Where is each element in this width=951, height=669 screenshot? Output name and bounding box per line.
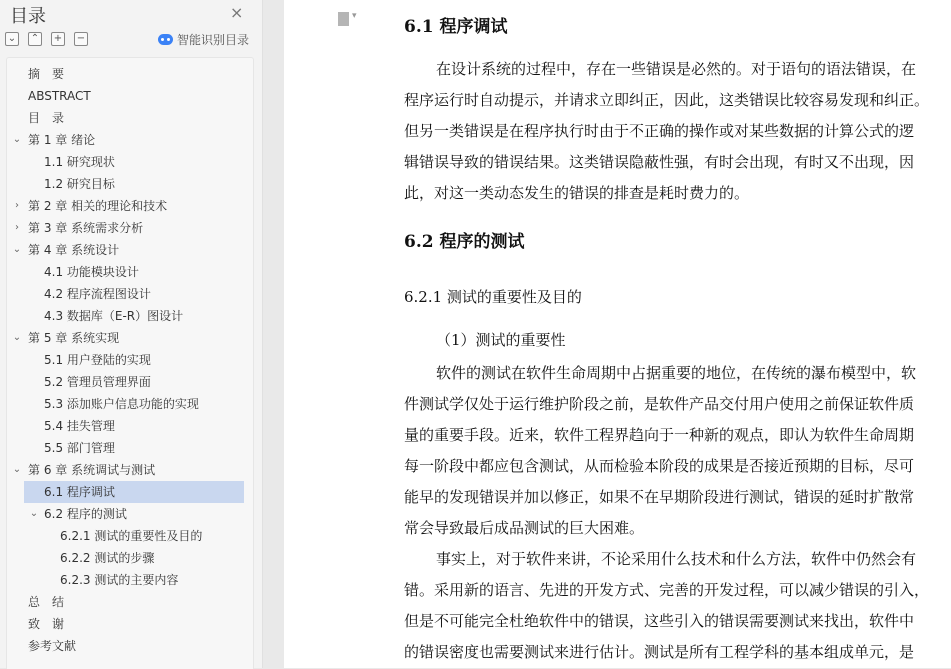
heading-6-2-1: 6.2.1 测试的重要性及目的 [404,288,582,306]
body-line: 错。采用新的语言、先进的开发方式、完善的开发过程，可以减少错误的引入， [404,581,930,599]
smart-recognize-toc-button[interactable] [158,31,249,48]
body-line: 辑错误导致的错误结果。这类错误隐蔽性强，有时会出现，有时又不出现，因 [404,153,915,171]
toc-item-6-2-3[interactable]: 6.2.3 测试的主要内容 [60,573,179,587]
toc-item-ch6[interactable]: 第 6 章 系统调试与测试 [28,463,156,477]
toc-item-5-3[interactable]: 5.3 添加账户信息功能的实现 [44,397,199,411]
toc-item-ch1[interactable]: 第 1 章 绪论 [28,133,96,147]
toc-item-abstract-en[interactable]: ABSTRACT [28,89,91,103]
add-level-icon[interactable]: + [51,32,65,46]
body-line: 的错误密度也需要测试来进行估计。测试是所有工程学科的基本组成单元，是 [404,643,915,661]
toc-list [6,57,254,669]
body-line: 此，对这一类动态发生的错误的排查是耗时费力的。 [404,184,750,202]
toc-item-5-4[interactable]: 5.4 挂失管理 [44,419,115,433]
ai-robot-icon [158,34,173,45]
body-line: 事实上，对于软件来讲，不论采用什么技术和什么方法，软件中仍然会有 [436,550,917,568]
smart-recognize-label: 智能识别目录 [177,33,250,47]
toc-item-5-2[interactable]: 5.2 管理员管理界面 [44,375,151,389]
toc-item-6-1-selected[interactable]: 6.1 程序调试 [24,481,244,503]
toc-item-6-2-1[interactable]: 6.2.1 测试的重要性及目的 [60,529,203,543]
toc-item-4-1[interactable]: 4.1 功能模块设计 [44,265,139,279]
toc-item-summary[interactable]: 总 结 [28,595,65,609]
expand-all-icon[interactable]: ⌃ [28,32,42,46]
toc-item-abstract-cn[interactable]: 摘 要 [28,67,65,81]
heading-6-1: 6.1 程序调试 [404,17,508,37]
body-line: 但是不可能完全杜绝软件中的错误，这些引入的错误需要测试来找出，软件中 [404,612,915,630]
body-line: 每一阶段中都应包含测试，从而检验本阶段的成果是否接近预期的目标，尽可 [404,457,915,475]
body-line: 软件的测试在软件生命周期中占据重要的地位，在传统的瀑布模型中，软 [436,364,917,382]
remove-level-icon[interactable]: − [74,32,88,46]
toc-item-4-3[interactable]: 4.3 数据库（E-R）图设计 [44,309,184,323]
toc-item-ch3[interactable]: 第 3 章 系统需求分析 [28,221,144,235]
toc-item-4-2[interactable]: 4.2 程序流程图设计 [44,287,151,301]
body-line: 在设计系统的过程中，存在一些错误是必然的。对于语句的语法错误，在 [436,60,917,78]
toc-item-ch5[interactable]: 第 5 章 系统实现 [28,331,120,345]
collapse-all-icon[interactable]: ⌄ [5,32,19,46]
chevron-right-icon[interactable]: › [15,200,19,211]
toc-item-6-2-2[interactable]: 6.2.2 测试的步骤 [60,551,155,565]
toc-item-contents[interactable]: 目 录 [28,111,65,125]
toc-item-ch2[interactable]: 第 2 章 相关的理论和技术 [28,199,168,213]
toc-item-ch4[interactable]: 第 4 章 系统设计 [28,243,120,257]
subheading: （1）测试的重要性 [436,331,566,349]
document-page[interactable] [284,0,951,668]
close-icon[interactable]: × [230,3,244,22]
document-icon[interactable] [338,12,349,26]
chevron-down-icon[interactable]: ⌄ [12,134,22,145]
heading-6-2: 6.2 程序的测试 [404,232,525,252]
chevron-down-icon[interactable]: ⌄ [12,332,22,343]
toc-item-1-2[interactable]: 1.2 研究目标 [44,177,115,191]
body-line: 能早的发现错误并加以修正，如果不在早期阶段进行测试，错误的延时扩散常 [404,488,915,506]
toc-item-1-1[interactable]: 1.1 研究现状 [44,155,115,169]
toc-item-thanks[interactable]: 致 谢 [28,617,65,631]
body-line: 件测试学仅处于运行维护阶段之前，是软件产品交付用户使用之前保证软件质 [404,395,915,413]
toc-item-5-1[interactable]: 5.1 用户登陆的实现 [44,353,151,367]
toc-toolbar [5,32,88,46]
chevron-down-icon[interactable]: ⌄ [12,244,22,255]
body-line: 常会导致最后成品测试的巨大困难。 [404,519,645,537]
document-area [263,0,951,668]
chevron-down-icon[interactable]: ⌄ [12,464,22,475]
toc-sidebar [0,0,263,668]
toc-item-6-2[interactable]: 6.2 程序的测试 [44,507,127,521]
toc-item-references[interactable]: 参考文献 [28,639,77,653]
body-line: 程序运行时自动提示，并请求立即纠正，因此，这类错误比较容易发现和纠正。 [404,91,930,109]
toc-title: 目录 [10,6,46,27]
toc-item-5-5[interactable]: 5.5 部门管理 [44,441,115,455]
body-line: 量的重要手段。近来，软件工程界趋向于一种新的观点，即认为软件生命周期 [404,426,915,444]
chevron-down-icon[interactable]: ⌄ [29,508,39,519]
chevron-right-icon[interactable]: › [15,222,19,233]
body-line: 但另一类错误是在程序执行时由于不正确的操作或对某些数据的计算公式的逻 [404,122,915,140]
